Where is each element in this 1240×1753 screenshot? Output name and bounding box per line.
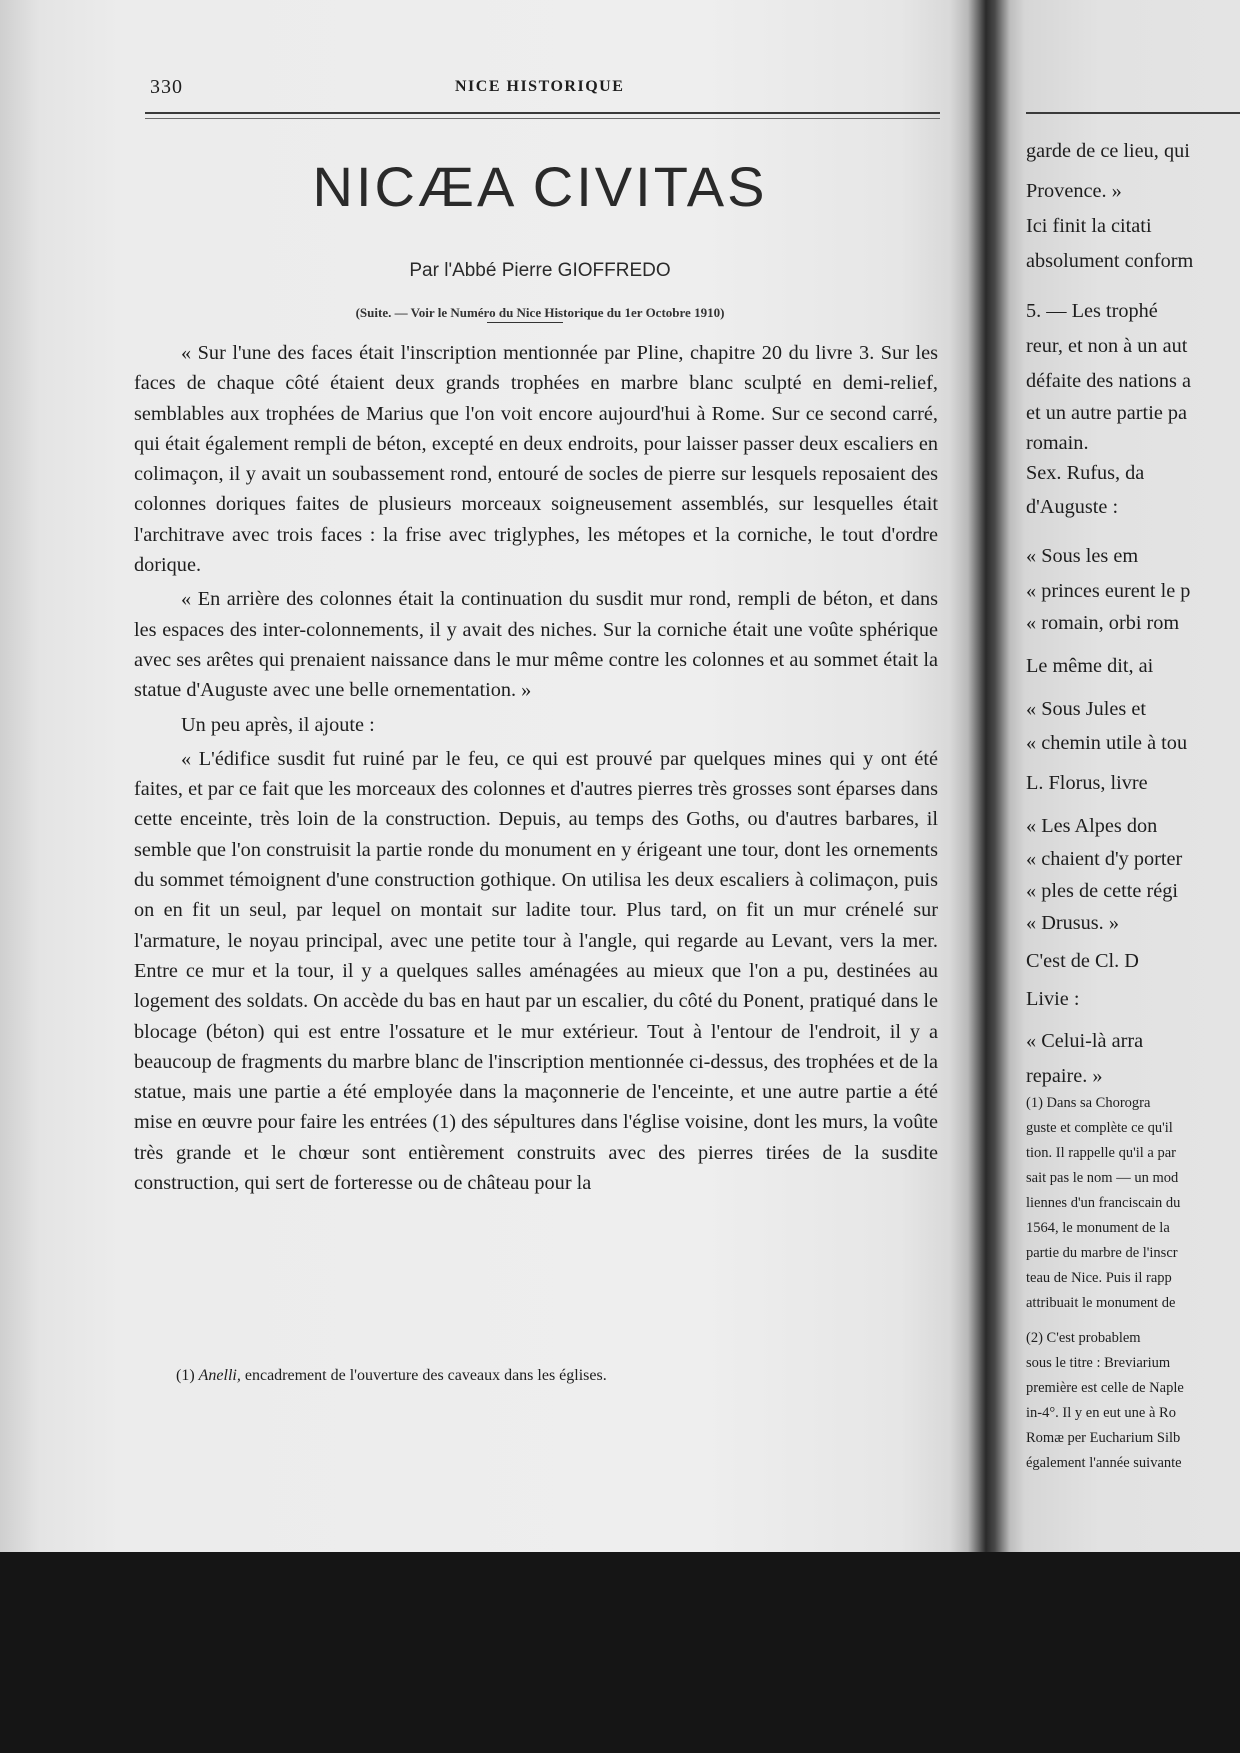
right-page-note-line: Romæ per Eucharium Silb <box>1026 1430 1181 1446</box>
paragraph: « Sur l'une des faces était l'inscription mentionnée par Pline, chapitre 20 du livre 3. Sur les faces de chaque côté étaient deux grands trophées en marbre blanc sculpté en demi-relief, semblables aux trophées de Marius que l'on voit encore aujourd'hui à Rome. Sur ce second carré, qui était également rempli de béton, excepté en deux endroits, pour laisser passer deux escaliers en colimaçon, il y avait un soubassement rond, entouré de socles de pierre sur lesquels reposaient des colonnes doriques faites de plusieurs morceaux soigneusement assemblés, sur lesquelles était l'architrave avec trois faces : la frise avec triglyphes, les métopes et la corniche, le tout d'ordre dorique. <box>134 342 938 577</box>
continuation-note: (Suite. — Voir le Numéro du Nice Historique du 1er Octobre 1910) <box>355 305 725 320</box>
right-page-fragment <box>1026 0 1240 1552</box>
right-page-line: « romain, orbi rom <box>1026 612 1180 634</box>
right-page-note-line: (1) Dans sa Chorogra <box>1026 1095 1151 1111</box>
byline: Par l'Abbé Pierre GIOFFREDO <box>409 260 671 281</box>
footnote-marker: (1) <box>176 1367 195 1384</box>
page-number: 330 <box>150 76 183 98</box>
right-page-line: « Sous les em <box>1026 545 1139 567</box>
right-page-note-line: partie du marbre de l'inscr <box>1026 1245 1178 1261</box>
right-page-line: reur, et non à un aut <box>1026 335 1188 357</box>
right-page-line: défaite des nations a <box>1026 370 1192 392</box>
right-page-line: Ici finit la citati <box>1026 215 1152 237</box>
right-page-note-line: in-4°. Il y en eut une à Ro <box>1026 1405 1176 1421</box>
right-page-line: garde de ce lieu, qui <box>1026 140 1190 162</box>
article-title: NICÆA CIVITAS <box>312 155 768 218</box>
page-header <box>150 76 940 102</box>
right-page-line: d'Auguste : <box>1026 496 1119 518</box>
right-page-note-line: 1564, le monument de la <box>1026 1220 1170 1236</box>
right-page-note-line: sous le titre : Breviarium <box>1026 1355 1171 1371</box>
paragraph: « L'édifice susdit fut ruiné par le feu, ce qui est prouvé par quelques mines qui y ont été faites, et par ce fait que les morceaux des colonnes et d'autres pierres très grosses sont éparses dans cette enceinte, très loin de la construction. Depuis, au temps des Goths, ou d'autres barbares, il semble que l'on construisit la partie ronde du monument en y érigeant une tour, dont les ornements du sommet témoignent d'une construction gothique. On utilisa les deux escaliers à colimaçon, puis on en fit un seul, par lequel on montait sur ladite tour. Plus tard, on fit un mur crénelé sur l'armature, le noyau principal, avec une petite tour à l'angle, qui regarde au Levant, vers la mer. Entre ce mur et la tour, il y a quelques salles aménagées au mieux que l'on a pu, destinées au logement des soldats. On accède du bas en haut par un escalier, du côté du Ponent, pratiqué dans le blocage (béton) qui est entre l'ossature et le mur extérieur. Tout à l'entour de l'endroit, il y a beaucoup de fragments du marbre blanc de l'inscription mentionnée ci-dessus, des trophées et de la statue, mais une partie a été employée dans la maçonnerie de l'enceinte, et une autre partie a été mise en œuvre pour faire les entrées (1) des sépultures dans l'église voisine, dont les murs, la voûte très grande et le chœur sont entièrement construits avec des pierres tirées de la susdite construction, qui sert de forteresse ou de château pour la <box>134 747 938 1195</box>
right-page-line: et un autre partie pa <box>1026 402 1188 424</box>
footnote-text: encadrement de l'ouverture des caveaux dans les églises. <box>244 1367 607 1384</box>
right-page-note-line: tion. Il rappelle qu'il a par <box>1026 1145 1176 1161</box>
right-page-line: C'est de Cl. D <box>1026 950 1139 972</box>
right-page-note-line: également l'année suivante <box>1026 1455 1182 1471</box>
scanner-black-margin <box>0 1552 1240 1753</box>
footnote-term: Anelli, <box>198 1367 241 1384</box>
right-page-line: « princes eurent le p <box>1026 580 1191 602</box>
right-page-line: « Celui-là arra <box>1026 1030 1144 1052</box>
right-page-line: L. Florus, livre <box>1026 772 1148 794</box>
right-page-line: « chemin utile à tou <box>1026 732 1188 754</box>
article-body <box>134 338 938 1198</box>
right-page-line: « ples de cette régi <box>1026 880 1179 902</box>
right-page-line: Sex. Rufus, da <box>1026 462 1145 484</box>
right-page-line: « Les Alpes don <box>1026 815 1158 837</box>
right-page-line: repaire. » <box>1026 1065 1103 1087</box>
running-title: NICE HISTORIQUE <box>455 78 625 95</box>
right-page-note-line: liennes d'un franciscain du <box>1026 1195 1181 1211</box>
right-page-line: « Drusus. » <box>1026 912 1119 934</box>
paragraph: « En arrière des colonnes était la continuation du susdit mur rond, rempli de béton, et dans les espaces des inter-colonnements, il y avait des niches. Sur la corniche était une voûte sphérique avec ses arêtes qui prenaient naissance dans le mur même contre les colonnes et au sommet était la statue d'Auguste avec une belle ornementation. » <box>134 588 938 702</box>
right-page-note-line: guste et complète ce qu'il <box>1026 1120 1173 1136</box>
right-page-line: absolument conform <box>1026 250 1194 272</box>
right-page-line: Livie : <box>1026 988 1080 1010</box>
header-rule <box>145 112 940 114</box>
footnote <box>176 1367 936 1385</box>
paragraph: Un peu après, il ajoute : <box>181 713 375 736</box>
right-page-note-line: sait pas le nom — un mod <box>1026 1170 1179 1186</box>
right-page-note-line: teau de Nice. Puis il rapp <box>1026 1270 1172 1286</box>
header-rule-thin <box>145 118 940 119</box>
right-page-line: romain. <box>1026 432 1089 454</box>
right-page-note-line: première est celle de Naple <box>1026 1380 1184 1396</box>
right-page-note-line: (2) C'est probablem <box>1026 1330 1141 1346</box>
right-page-line: « chaient d'y porter <box>1026 848 1183 870</box>
right-page-line: Provence. » <box>1026 180 1122 202</box>
right-page-line: Le même dit, ai <box>1026 655 1154 677</box>
right-page-line: « Sous Jules et <box>1026 698 1147 720</box>
right-header-rule <box>1026 112 1240 114</box>
right-page-note-line: attribuait le monument de <box>1026 1295 1176 1311</box>
title-separator-rule <box>487 322 563 323</box>
right-page-line: 5. — Les trophé <box>1026 300 1158 322</box>
